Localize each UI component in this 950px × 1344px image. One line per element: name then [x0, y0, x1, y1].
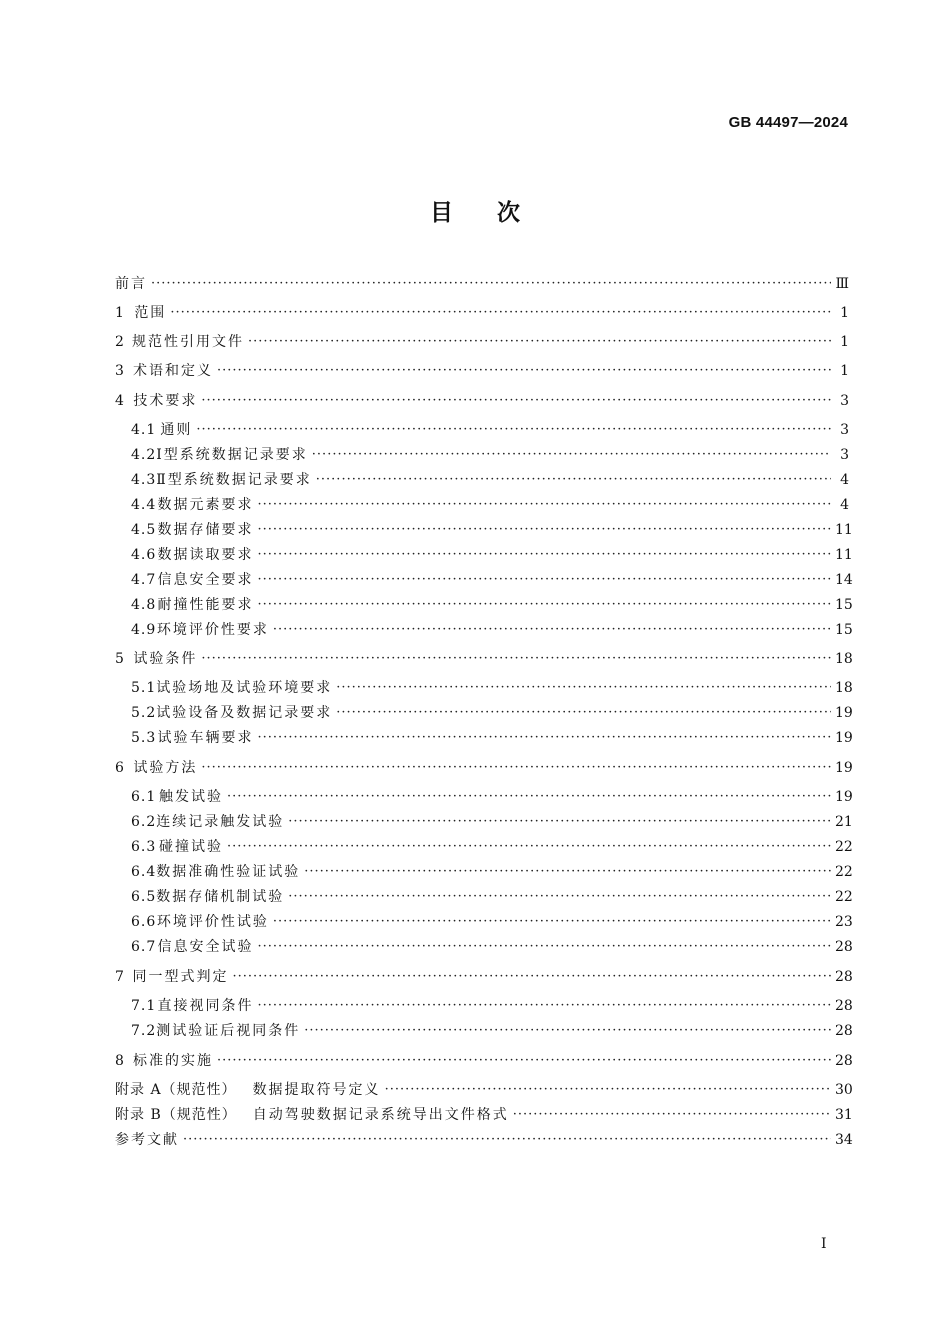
toc-entry-title: 试验方法: [133, 760, 198, 776]
toc-entry-title: 规范性引用文件: [132, 334, 245, 350]
toc-entry-number: 5.2: [131, 705, 157, 721]
toc-entry-page: 22: [835, 864, 853, 880]
toc-entry-number: 4.2: [131, 447, 157, 463]
toc-subentry[interactable]: [131, 594, 853, 616]
toc-entry[interactable]: [115, 1050, 853, 1072]
toc-subentry[interactable]: [131, 1020, 853, 1042]
toc-leader-dots: [513, 1104, 831, 1126]
toc-entry-bibliography[interactable]: [115, 1129, 853, 1151]
toc-entry-title: Ⅰ型系统数据记录要求: [156, 447, 308, 463]
toc-subentry[interactable]: [131, 786, 853, 808]
toc-entry-title: 数据提取符号定义: [252, 1082, 381, 1098]
toc-entry-number: 6.3: [131, 839, 157, 855]
toc-entry-title: 技术要求: [133, 393, 198, 409]
toc-entry-number: 4.1: [131, 422, 157, 438]
toc-entry-number: 4.6: [131, 547, 157, 563]
toc-entry-title: 数据元素要求: [157, 497, 254, 513]
toc-entry-appendix-a[interactable]: [115, 1079, 853, 1101]
toc-entry-title: 数据准确性验证试验: [156, 864, 301, 880]
toc-entry-page: 19: [835, 760, 853, 776]
toc-entry-page: 30: [835, 1082, 853, 1098]
toc-entry-title: 数据存储机制试验: [156, 889, 285, 905]
toc-entry-number: 6.5: [131, 889, 157, 905]
toc-leader-dots: [288, 886, 831, 908]
toc-entry-page: 22: [835, 889, 853, 905]
toc-leader-dots: [258, 494, 831, 516]
toc-entry-number: 6.7: [131, 939, 157, 955]
toc-subentry[interactable]: [131, 619, 853, 641]
toc-entry-number: 7: [115, 969, 125, 985]
toc-leader-dots: [273, 911, 831, 933]
toc-entry-title: 同一型式判定: [132, 969, 229, 985]
toc-entry-title: 数据读取要求: [157, 547, 254, 563]
toc-leader-dots: [201, 648, 831, 670]
toc-leader-dots: [248, 331, 831, 353]
toc-entry-number: 1: [115, 305, 125, 321]
page-number: I: [821, 1236, 827, 1252]
toc-entry-title: 碰撞试验: [158, 839, 223, 855]
toc-leader-dots: [288, 811, 831, 833]
toc-subentry[interactable]: [131, 444, 849, 466]
toc-entry-title: 直接视同条件: [157, 998, 254, 1014]
toc-entry-number: 8: [115, 1053, 125, 1069]
toc-leader-dots: [227, 786, 831, 808]
toc-entry-title: 自动驾驶数据记录系统导出文件格式: [252, 1107, 509, 1123]
toc-entry-number: 4.7: [131, 572, 157, 588]
toc-entry-title: Ⅱ型系统数据记录要求: [156, 472, 312, 488]
toc-leader-dots: [170, 302, 831, 324]
toc-entry-number: 5: [115, 651, 125, 667]
toc-entry-title: 环境评价性要求: [156, 622, 269, 638]
toc-entry-number: 附录 A（规范性）: [115, 1082, 237, 1098]
toc-entry-page: 1: [840, 305, 849, 321]
toc-entry-number: 7.2: [131, 1023, 157, 1039]
toc-entry-page: 22: [835, 839, 853, 855]
toc-subentry[interactable]: [131, 494, 849, 516]
toc-subentry[interactable]: [131, 936, 853, 958]
standard-number: GB 44497—2024: [728, 114, 848, 131]
toc-entry-number: 6.6: [131, 914, 157, 930]
toc-entry-page: 3: [840, 447, 849, 463]
toc-entry[interactable]: [115, 331, 849, 353]
toc-leader-dots: [336, 702, 831, 724]
toc-entry-page: 14: [835, 572, 853, 588]
toc-leader-dots: [151, 273, 831, 295]
toc-leader-dots: [201, 757, 831, 779]
toc-entry-number: 4.3: [131, 472, 157, 488]
toc-entry-page: 34: [834, 1132, 853, 1148]
toc-entry-number: 4.9: [131, 622, 157, 638]
toc-leader-dots: [312, 444, 831, 466]
toc-leader-dots: [233, 966, 832, 988]
toc-leader-dots: [336, 677, 831, 699]
toc-entry-page: 11: [835, 547, 853, 563]
toc-leader-dots: [258, 544, 831, 566]
toc-entry-title: 标准的实施: [132, 1053, 213, 1069]
toc-entry-title: 试验设备及数据记录要求: [156, 705, 333, 721]
toc-entry[interactable]: [115, 648, 853, 670]
toc-entry-page: 18: [835, 680, 853, 696]
toc-entry-title: 耐撞性能要求: [157, 597, 254, 613]
toc-entry-page: 15: [835, 622, 853, 638]
toc-entry-page: 28: [835, 939, 853, 955]
toc-entry-number: 5.1: [131, 680, 157, 696]
toc-entry-page: Ⅲ: [835, 276, 849, 292]
toc-entry-title: 信息安全要求: [157, 572, 254, 588]
page-title: 目次: [430, 199, 564, 226]
toc-leader-dots: [258, 569, 831, 591]
toc-entry-page: 4: [840, 497, 849, 513]
toc-subentry[interactable]: [131, 569, 853, 591]
toc-entry-title: 参考文献: [115, 1132, 179, 1148]
toc-subentry[interactable]: [131, 836, 853, 858]
toc-leader-dots: [316, 469, 831, 491]
toc-entry-number: 2: [115, 334, 125, 350]
toc-entry[interactable]: [115, 757, 853, 779]
toc-entry-page: 1: [840, 363, 849, 379]
toc-entry-title: 信息安全试验: [157, 939, 254, 955]
toc-subentry[interactable]: [131, 702, 853, 724]
toc-subentry[interactable]: [131, 519, 853, 541]
toc-entry-page: 28: [835, 1053, 853, 1069]
toc-entry[interactable]: [115, 390, 849, 412]
toc-entry-title: 术语和定义: [132, 363, 213, 379]
toc-entry-title: 通则: [160, 422, 193, 438]
toc-entry-number: 6.2: [131, 814, 157, 830]
toc-leader-dots: [227, 836, 831, 858]
toc-subentry[interactable]: [131, 419, 849, 441]
toc-leader-dots: [258, 594, 831, 616]
toc-entry-page: 31: [835, 1107, 853, 1123]
toc-entry-page: 19: [835, 789, 853, 805]
toc-entry-page: 23: [835, 914, 853, 930]
toc-leader-dots: [196, 419, 831, 441]
toc-entry-number: 7.1: [131, 998, 157, 1014]
toc-leader-dots: [217, 360, 831, 382]
toc-leader-dots: [217, 1050, 831, 1072]
toc-entry-page: 28: [835, 1023, 853, 1039]
toc-leader-dots: [273, 619, 831, 641]
toc-entry-title: 环境评价性试验: [156, 914, 269, 930]
toc-entry-number: 4.5: [131, 522, 157, 538]
toc-entry-title: 试验场地及试验环境要求: [156, 680, 333, 696]
toc-entry-page: 19: [835, 730, 853, 746]
toc-entry-title: 连续记录触发试验: [156, 814, 285, 830]
toc-entry[interactable]: [115, 966, 853, 988]
toc-leader-dots: [258, 936, 831, 958]
toc-leader-dots: [258, 727, 831, 749]
toc-leader-dots: [258, 995, 831, 1017]
toc-entry[interactable]: [115, 360, 849, 382]
toc-entry-page: 3: [840, 422, 849, 438]
toc-entry-page: 19: [835, 705, 853, 721]
toc-entry-number: 6: [115, 760, 125, 776]
toc-entry-title: 试验车辆要求: [157, 730, 254, 746]
toc-entry-page: 15: [835, 597, 853, 613]
toc-entry-page: 28: [835, 969, 853, 985]
toc-entry-number: 6.1: [131, 789, 157, 805]
toc-entry-number: 3: [115, 363, 125, 379]
toc-subentry[interactable]: [131, 911, 853, 933]
toc-entry-number: 4: [115, 393, 125, 409]
toc-entry-title: 测试验证后视同条件: [156, 1023, 301, 1039]
toc-entry-foreword[interactable]: [115, 273, 849, 295]
toc-entry-appendix-b[interactable]: [115, 1104, 853, 1126]
toc-leader-dots: [183, 1129, 831, 1151]
toc-leader-dots: [304, 1020, 831, 1042]
toc-subentry[interactable]: [131, 861, 853, 883]
toc-leader-dots: [385, 1079, 831, 1101]
toc-subentry[interactable]: [131, 811, 853, 833]
toc-subentry[interactable]: [131, 544, 853, 566]
toc-entry-page: 3: [840, 393, 849, 409]
toc-entry-number: 附录 B（规范性）: [115, 1107, 237, 1123]
toc-leader-dots: [304, 861, 831, 883]
toc-subentry[interactable]: [131, 677, 853, 699]
toc-entry-page: 11: [835, 522, 853, 538]
toc-leader-dots: [258, 519, 831, 541]
toc-subentry[interactable]: [131, 727, 853, 749]
toc-subentry[interactable]: [131, 469, 849, 491]
toc-entry-page: 1: [840, 334, 849, 350]
toc-entry-page: 4: [840, 472, 849, 488]
toc-entry-title: 范围: [134, 305, 167, 321]
toc-leader-dots: [201, 390, 831, 412]
toc-entry-number: 6.4: [131, 864, 157, 880]
toc-entry-number: 5.3: [131, 730, 157, 746]
toc-entry-page: 28: [835, 998, 853, 1014]
toc-entry-page: 18: [835, 651, 853, 667]
toc-subentry[interactable]: [131, 886, 853, 908]
toc-entry-number: 4.8: [131, 597, 157, 613]
toc-entry-title: 触发试验: [158, 789, 223, 805]
toc-entry-title: 前言: [115, 276, 147, 292]
toc-subentry[interactable]: [131, 995, 853, 1017]
toc-entry-number: 4.4: [131, 497, 157, 513]
toc-entry-page: 21: [835, 814, 853, 830]
toc-entry-title: 数据存储要求: [157, 522, 254, 538]
toc-entry[interactable]: [115, 302, 849, 324]
toc-entry-title: 试验条件: [133, 651, 198, 667]
